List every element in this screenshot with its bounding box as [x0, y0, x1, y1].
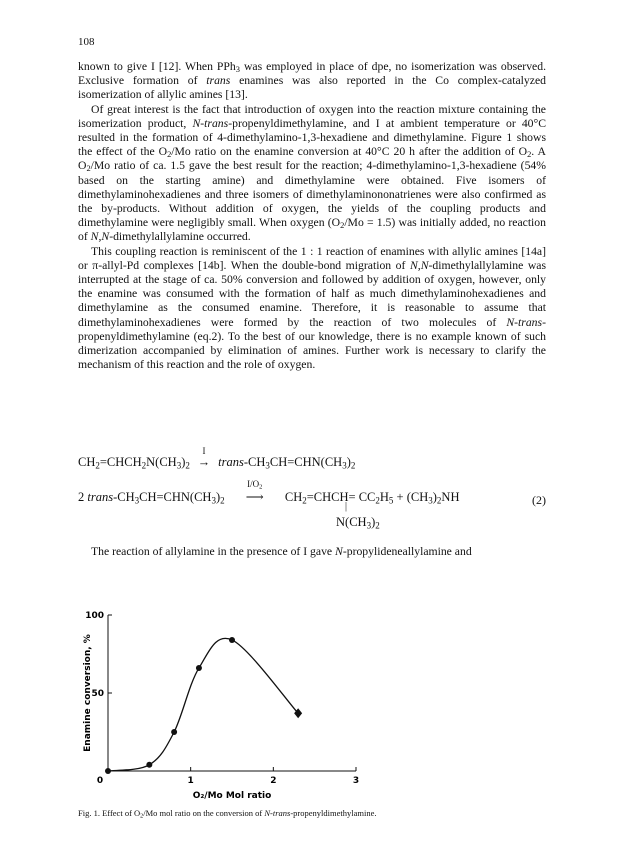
equation-number: (2): [532, 493, 546, 507]
x-tick-label: 0: [96, 776, 104, 786]
y-tick-label: 100: [85, 611, 104, 621]
x-tick-label: 2: [270, 776, 277, 786]
eq2-substituent: $N(CH_3)_2$: [336, 515, 380, 531]
x-tick-label: 3: [352, 776, 360, 786]
figure-caption: Fig. 1. Effect of $O_2/Mo$ mol ratio on the conversion of N-trans-propenyldimethylamine.: [78, 808, 377, 820]
equation-1: [78, 446, 356, 471]
x-axis-label: O₂/Mo Mol ratio: [192, 791, 272, 800]
eq1-left: $CH_2=CHCH_2N(CH_3)_2$: [78, 455, 190, 471]
paragraph-3: This coupling reaction is reminiscent of the 1 : 1 reaction of enamines with allylic amines [14a] or π-allyl-Pd complexes [14b]. When the double-bond migration of N,N-dimethylallylamine was interrupted at the stage of ca. 50% conversion and followed by addition of oxygen, however, only the enamine was consumed with the formation of half as much dimethylaminohexadienes and dimethylamine as the consumed enamine. Therefore, it is reasonable to assume that dimethylaminohexadienes were formed by the reaction of two molecules of N-trans-propenyldimethylamine (eq.2). To the best of our knowledge, there is no example known of such dimerization accompanied by elimination of amines. Further work is necessary to clarify the mechanism of this reaction and the role of oxygen.: [78, 244, 547, 372]
eq2-bond: |: [345, 501, 348, 512]
x-tick-label: 1: [187, 776, 194, 786]
following-paragraph: The reaction of allylamine in the presence of I gave N-propylideneallylamine and: [91, 545, 472, 558]
data-point: [146, 762, 152, 768]
page-number: 108: [78, 36, 95, 48]
data-point: [229, 637, 235, 643]
y-axis-label: Enamine conversion, %: [83, 634, 93, 752]
data-point: [171, 729, 177, 735]
paragraph-1: known to give I [12]. When PPh$_3$ was employed in place of dpe, no isomerization was observed. Exclusive formation of trans enamines was also reported in the Co complex-catalyzed isomerization of allylic amines [13].: [78, 60, 546, 102]
data-curve: [108, 638, 298, 771]
body-text: [78, 60, 546, 372]
eq2-left: 2 trans-$CH_3CH=CHN(CH_3)_2$: [78, 490, 225, 506]
eq2-right: $CH_2=CHCH= CC_2H_5 + (CH_3)_2NH$: [284, 490, 460, 506]
eq1-arrow: I →: [193, 455, 215, 470]
eq1-arrow-label: I: [202, 446, 206, 456]
eq2-arrow: $I/O_2$ ⟶: [228, 489, 282, 505]
eq1-right: trans-$CH_3CH=CHN(CH_3)_2$: [218, 455, 356, 471]
chart-marks: [105, 637, 302, 774]
data-point: [196, 665, 202, 671]
equation-2: [78, 479, 460, 506]
y-tick-label: 50: [91, 689, 104, 699]
paragraph-2: Of great interest is the fact that introduction of oxygen into the reaction mixture containing the isomerization product, N-trans-propenyldimethylamine, and I at ambient temperature or 40°C resulted in the formation of 4-dimethylamino-1,3-hexadiene and dimethylamine. Figure 1 shows the effect of the $O_2/Mo$ ratio on the enamine conversion at 40°C 20 h after the addition of $O_2$. A $O_2/Mo$ ratio of ca. 1.5 gave the best result for the reaction; 4-dimethylamino-1,3-hexadiene (54% based on the starting amine) and dimethylamine were obtained. Five isomers of dimethylaminohexadienes and three isomers of dimethylaminononatrienes were also confirmed as the by-products. Without addition of oxygen, the yields of the coupling products and dimethylamine were negligibly small. When oxygen $(O_2/Mo = 1.5)$ was initially added, no reaction of N,N-dimethylallylamine occurred.: [78, 102, 546, 244]
eq2-arrow-label: $I/O_2$: [247, 479, 263, 491]
data-point: [105, 768, 111, 774]
conversion-chart: [80, 595, 380, 800]
